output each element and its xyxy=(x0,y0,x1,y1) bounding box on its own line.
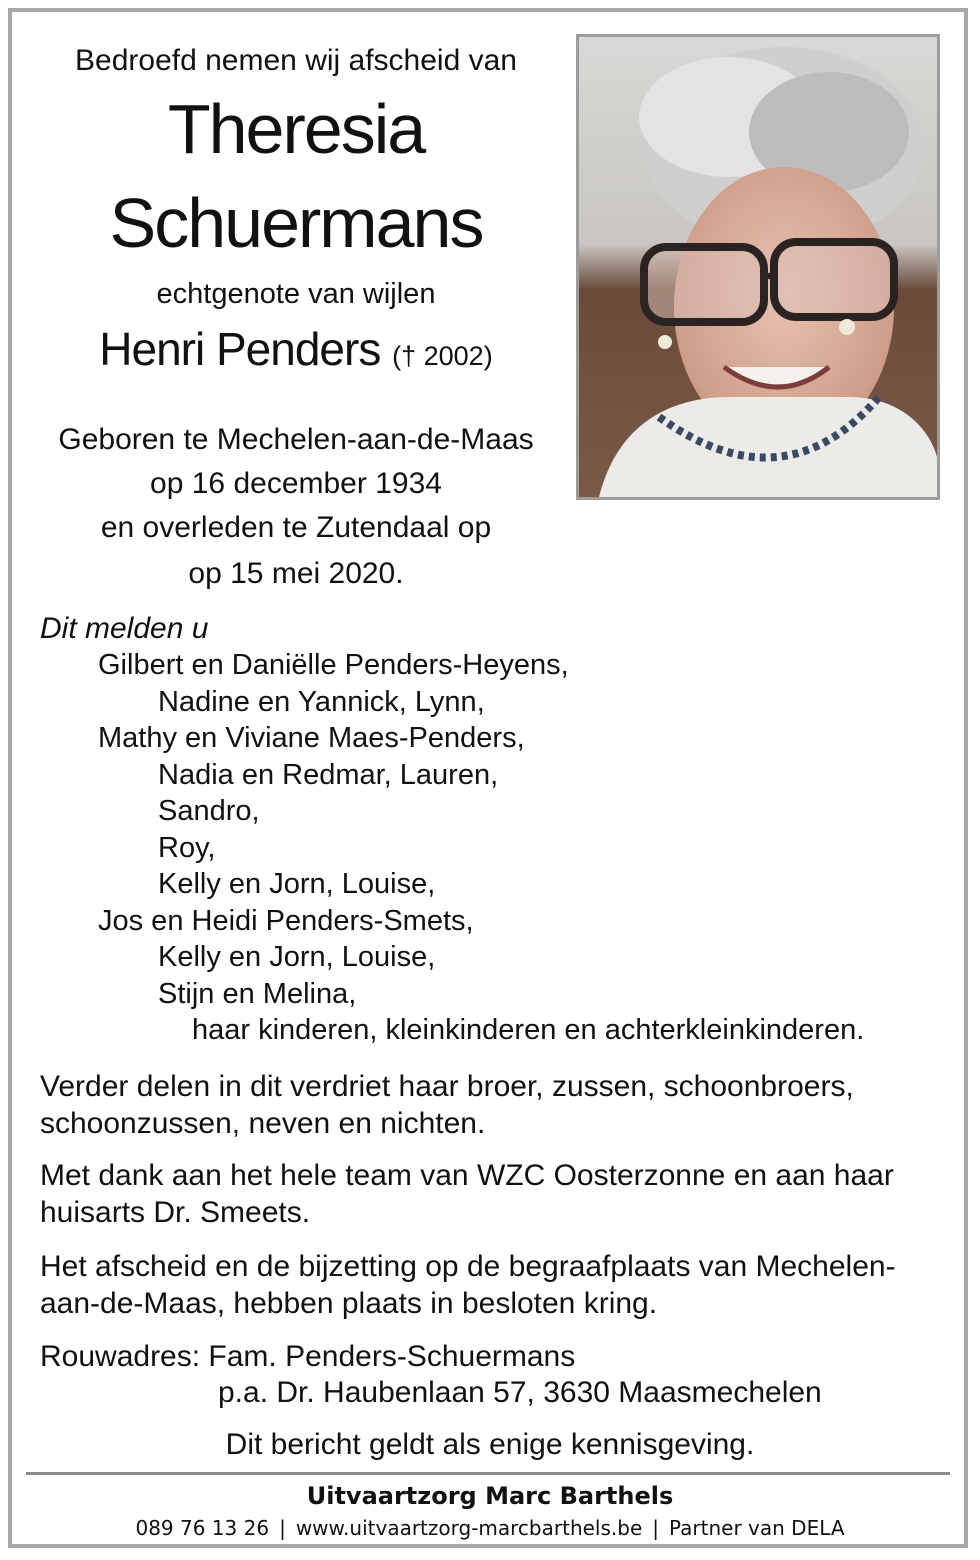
footer-divider xyxy=(26,1472,950,1475)
thanks-paragraph: Met dank aan het hele team van WZC Oosterzonne en aan haar huisarts Dr. Smeets. xyxy=(40,1159,894,1229)
family-line: Nadine en Yannick, Lynn, xyxy=(158,686,485,718)
intro-text: Bedroefd nemen wij afscheid van xyxy=(75,44,517,77)
spouse-label: echtgenote van wijlen xyxy=(156,278,436,310)
footer-contact xyxy=(40,1516,940,1540)
family-line: Mathy en Viviane Maes-Penders, xyxy=(98,722,525,754)
birth-line-1: Geboren te Mechelen-aan-de-Maas xyxy=(58,423,534,456)
birth-line-4: op 15 mei 2020. xyxy=(188,557,404,590)
birth-line-3: en overleden te Zutendaal op xyxy=(100,511,492,544)
footer-separator: | xyxy=(652,1516,660,1540)
footer-partner: Partner van DELA xyxy=(669,1516,845,1540)
footer-separator: | xyxy=(279,1516,286,1540)
ceremony-paragraph: Het afscheid en de bijzetting op de begraafplaats van Mechelen-aan-de-Maas, hebben plaats in besloten kring. xyxy=(40,1250,896,1320)
family-closing-line: haar kinderen, kleinkinderen en achterkleinkinderen. xyxy=(192,1014,865,1046)
family-line: Jos en Heidi Penders-Smets, xyxy=(98,905,474,937)
mourning-address-label: Rouwadres: Fam. Penders-Schuermans xyxy=(40,1340,576,1373)
spouse-line xyxy=(40,322,552,376)
family-line: Gilbert en Daniëlle Penders-Heyens, xyxy=(98,649,569,681)
spouse-death-year: († 2002) xyxy=(392,341,493,371)
family-line: Kelly en Jorn, Louise, xyxy=(158,941,436,973)
family-intro: Dit melden u xyxy=(40,612,209,645)
birth-line-2: op 16 december 1934 xyxy=(150,467,442,500)
deceased-first-name: Theresia xyxy=(167,90,425,168)
footer-website-link[interactable]: www.uitvaartzorg-marcbarthels.be xyxy=(295,1516,643,1540)
relatives-paragraph: Verder delen in dit verdriet haar broer, zussen, schoonbroers, schoonzussen, neven en nichten. xyxy=(40,1070,854,1140)
portrait-photo xyxy=(576,34,940,500)
deceased-last-name: Schuermans xyxy=(109,184,483,262)
family-line: Sandro, xyxy=(158,795,260,827)
footer-phone: 089 76 13 26 xyxy=(135,1516,270,1540)
family-line: Nadia en Redmar, Lauren, xyxy=(158,759,499,791)
mourning-address-street: p.a. Dr. Haubenlaan 57, 3630 Maasmechelen xyxy=(218,1376,822,1409)
funeral-company-name: Uitvaartzorg Marc Barthels xyxy=(306,1482,674,1510)
family-line: Roy, xyxy=(158,832,216,864)
spouse-name: Henri Penders xyxy=(99,323,381,375)
notice-text: Dit bericht geldt als enige kennisgeving. xyxy=(225,1428,755,1461)
family-line: Kelly en Jorn, Louise, xyxy=(158,868,436,900)
family-line: Stijn en Melina, xyxy=(158,978,357,1010)
